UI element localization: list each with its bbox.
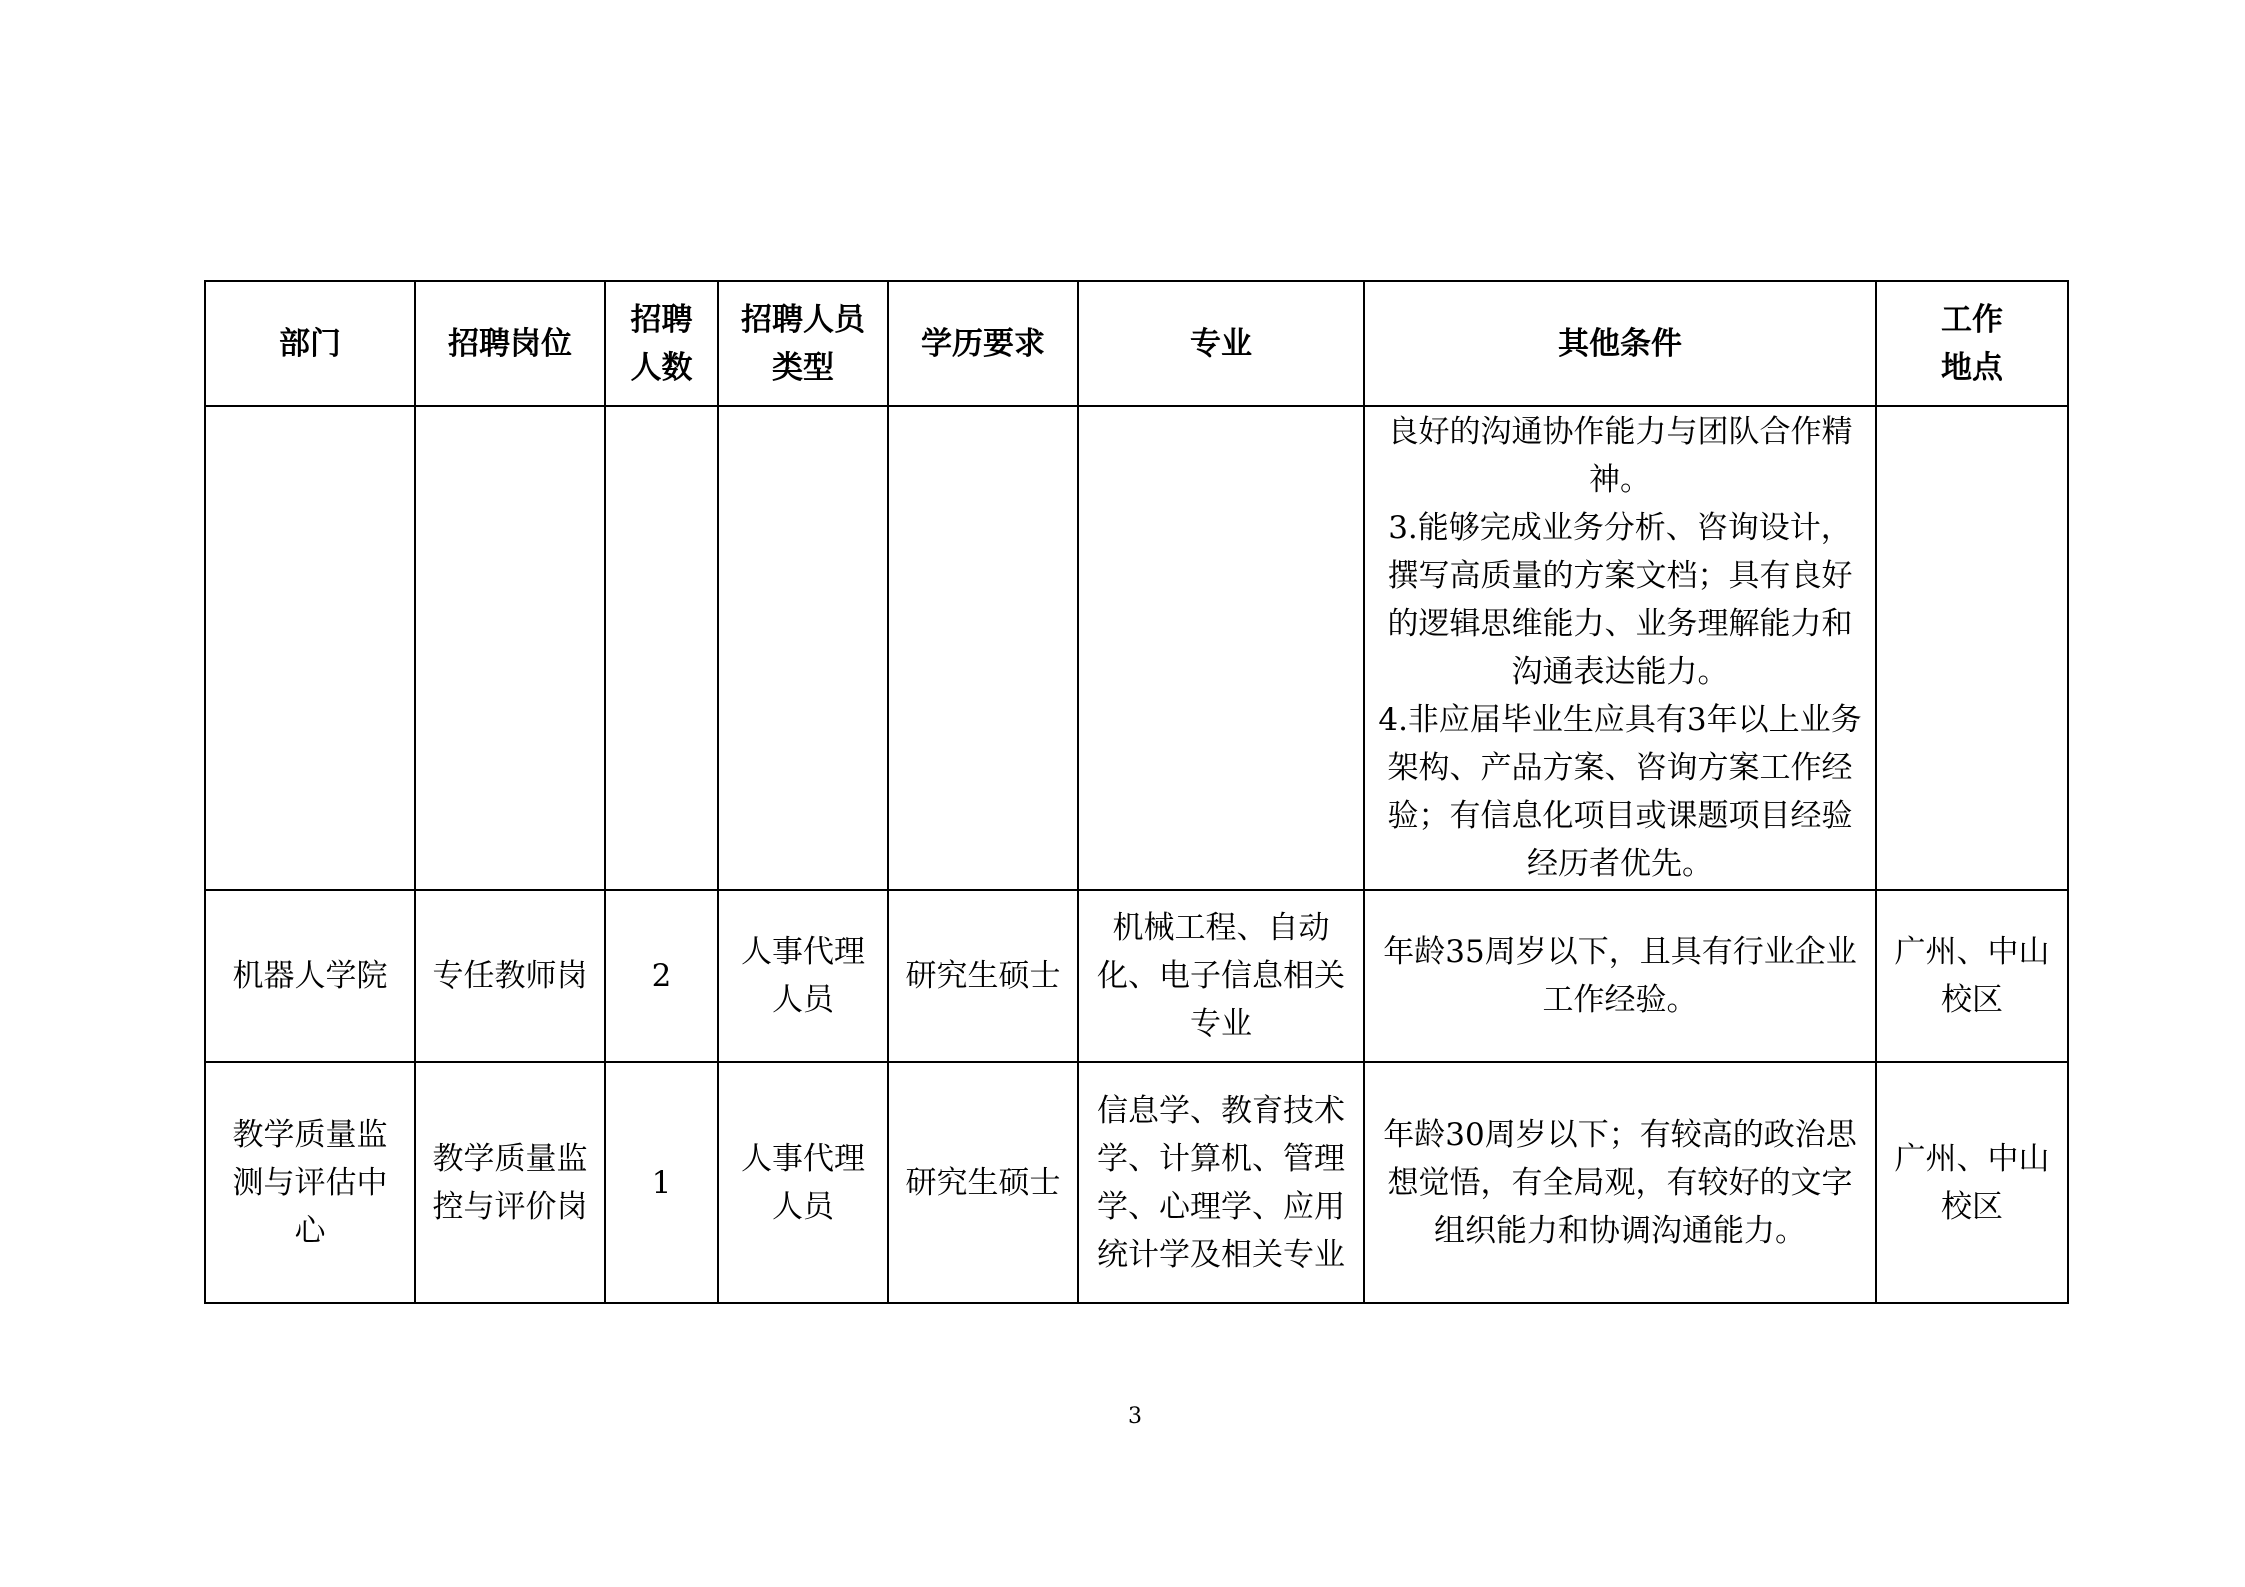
cell-work-location: 广州、中山 校区 xyxy=(1876,1062,2068,1303)
cell-position xyxy=(415,406,605,890)
cell-personnel-type xyxy=(718,406,888,890)
cell-work-location: 广州、中山 校区 xyxy=(1876,890,2068,1062)
cell-headcount: 1 xyxy=(605,1062,718,1303)
cell-work-location xyxy=(1876,406,2068,890)
cell-other-conditions: 年龄30周岁以下；有较高的政治思想觉悟，有全局观，有较好的文字组织能力和协调沟通能力。 xyxy=(1364,1062,1876,1303)
cell-headcount: 2 xyxy=(605,890,718,1062)
table-row xyxy=(205,406,2068,890)
cell-education: 研究生硕士 xyxy=(888,1062,1078,1303)
cell-major: 信息学、教育技术学、计算机、管理学、心理学、应用统计学及相关专业 xyxy=(1078,1062,1364,1303)
header-education: 学历要求 xyxy=(888,281,1078,406)
cell-education: 研究生硕士 xyxy=(888,890,1078,1062)
cell-major: 机械工程、自动化、电子信息相关专业 xyxy=(1078,890,1364,1062)
cell-education xyxy=(888,406,1078,890)
cell-personnel-type: 人事代理 人员 xyxy=(718,890,888,1062)
cell-major xyxy=(1078,406,1364,890)
table-header-row xyxy=(205,281,2068,406)
header-position: 招聘岗位 xyxy=(415,281,605,406)
cell-department xyxy=(205,406,415,890)
header-major: 专业 xyxy=(1078,281,1364,406)
header-personnel-type: 招聘人员 类型 xyxy=(718,281,888,406)
cell-headcount xyxy=(605,406,718,890)
table-row xyxy=(205,1062,2068,1303)
cell-personnel-type: 人事代理 人员 xyxy=(718,1062,888,1303)
table-row xyxy=(205,890,2068,1062)
header-headcount: 招聘 人数 xyxy=(605,281,718,406)
header-work-location: 工作 地点 xyxy=(1876,281,2068,406)
page-number: 3 xyxy=(1128,1404,1142,1429)
header-other-conditions: 其他条件 xyxy=(1364,281,1876,406)
header-department: 部门 xyxy=(205,281,415,406)
cell-other-conditions: 良好的沟通协作能力与团队合作精神。 3.能够完成业务分析、咨询设计，撰写高质量的方案文档；具有良好的逻辑思维能力、业务理解能力和沟通表达能力。 4.非应届毕业生应具有3年以上业务架构、产品方案、咨询方案工作经验；有信息化项目或课题项目经验经历者优先。 xyxy=(1364,406,1876,890)
cell-position: 教学质量监控与评价岗 xyxy=(415,1062,605,1303)
cell-department: 教学质量监测与评估中心 xyxy=(205,1062,415,1303)
cell-department: 机器人学院 xyxy=(205,890,415,1062)
cell-position: 专任教师岗 xyxy=(415,890,605,1062)
cell-other-conditions: 年龄35周岁以下，且具有行业企业工作经验。 xyxy=(1364,890,1876,1062)
recruitment-table xyxy=(204,280,2069,1304)
